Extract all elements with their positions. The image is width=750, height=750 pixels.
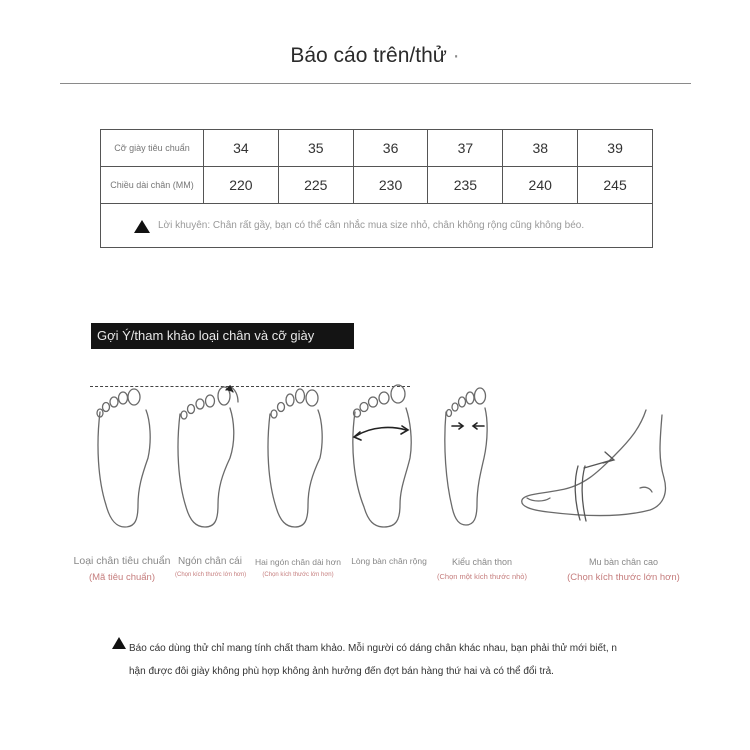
table-row: [101, 167, 653, 204]
warning-triangle-icon: [134, 220, 150, 233]
size-cell: 36: [353, 130, 428, 167]
length-cell: 245: [578, 167, 653, 204]
row-header-size: Cỡ giày tiêu chuẩn: [101, 130, 204, 167]
disclaimer-line: hận được đôi giày không phù hợp không ảnh hưởng đến đợt bán hàng thứ hai và có thể đổi trả.: [129, 666, 554, 677]
length-cell: 230: [353, 167, 428, 204]
foot-illustrations: [0, 370, 750, 540]
foot-type-slim: Kiểu chân thon (Chọn một kích thước nhỏ): [437, 557, 527, 581]
disclaimer: [112, 637, 652, 683]
advice-text: Lời khuyên: Chân rất gầy, bạn có thể cân nhắc mua size nhỏ, chân không rộng cũng không béo.: [158, 220, 585, 231]
length-cell: 225: [278, 167, 353, 204]
high-instep-foot-icon: [522, 410, 666, 521]
foot-type-big-toe: Ngón chân cái (Chọn kích thước lớn hơn): [175, 556, 247, 578]
foot-type-standard: Loại chân tiêu chuẩn (Mã tiêu chuẩn): [73, 555, 171, 583]
size-cell: 34: [204, 130, 279, 167]
title-divider: [60, 83, 691, 84]
row-header-length: Chiều dài chân (MM): [101, 167, 204, 204]
size-cell: 37: [428, 130, 503, 167]
title-dot: ·: [452, 44, 460, 67]
table-note: [101, 204, 653, 248]
length-cell: 220: [204, 167, 279, 204]
table-row: [101, 204, 653, 248]
size-cell: 35: [278, 130, 353, 167]
size-table: [100, 129, 653, 248]
size-cell: 39: [578, 130, 653, 167]
big-toe-foot-icon: [178, 386, 238, 527]
foot-type-wide: Lòng bàn chân rộng: [351, 556, 427, 566]
guide-banner: Gợi Ý/tham khảo loại chân và cỡ giày: [91, 323, 354, 349]
long-second-toe-foot-icon: [268, 389, 322, 527]
foot-type-long-toes: Hai ngón chân dài hơn (Chọn kích thước lớn hơn): [255, 557, 341, 578]
length-cell: 235: [428, 167, 503, 204]
wide-foot-icon: [353, 385, 411, 527]
table-row: [101, 130, 653, 167]
length-cell: 240: [503, 167, 578, 204]
standard-foot-icon: [97, 389, 150, 527]
slim-foot-icon: [445, 388, 487, 525]
foot-type-high-instep: Mu bàn chân cao (Chọn kích thước lớn hơn): [567, 557, 680, 583]
page-title: Báo cáo trên/thử ·: [290, 44, 460, 67]
disclaimer-line: Báo cáo dùng thử chỉ mang tính chất tham khảo. Mỗi người có dáng chân khác nhau, bạn phải thử mới biết, n: [129, 643, 617, 654]
size-cell: 38: [503, 130, 578, 167]
